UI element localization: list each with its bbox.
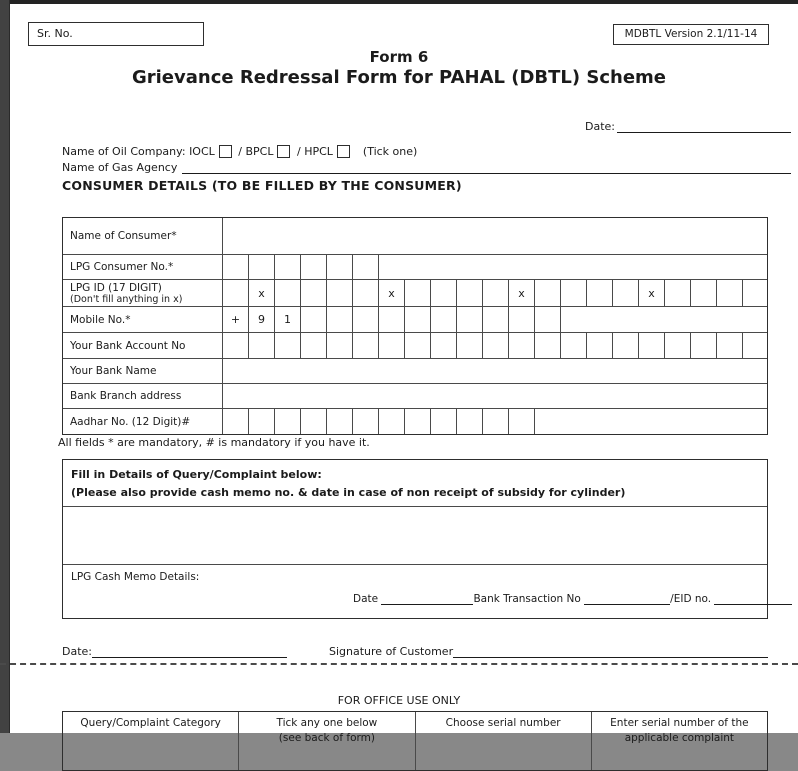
office-column-header-line: Enter serial number of the — [610, 717, 749, 729]
digit-cell[interactable] — [327, 409, 353, 434]
digit-cell[interactable] — [691, 333, 717, 358]
sr-no-label: Sr. No. — [37, 27, 73, 40]
input-cell[interactable] — [561, 307, 767, 332]
scan-edge-left — [0, 0, 10, 733]
digit-cell[interactable] — [301, 333, 327, 358]
digit-cell[interactable] — [379, 307, 405, 332]
version-label: MDBTL Version 2.1/11-14 — [624, 28, 758, 40]
digit-cell[interactable] — [431, 307, 457, 332]
digit-cell[interactable] — [717, 280, 743, 306]
memo-bank-txn-label: Bank Transaction No — [473, 593, 585, 605]
digit-cell[interactable] — [223, 255, 249, 279]
row-label — [63, 255, 223, 279]
input-cell[interactable] — [223, 384, 767, 408]
digit-cell[interactable] — [717, 333, 743, 358]
query-box-header — [63, 460, 767, 507]
digit-cell[interactable] — [535, 333, 561, 358]
mandatory-note: All fields * are mandatory, # is mandatory if you have it. — [58, 436, 370, 449]
digit-cell[interactable] — [457, 333, 483, 358]
digit-cell[interactable] — [509, 307, 535, 332]
memo-bank-txn-blank[interactable] — [584, 593, 670, 605]
query-subheading: (Please also provide cash memo no. & date in case of non receipt of subsidy for cylinder) — [71, 486, 626, 499]
digit-cell[interactable] — [327, 333, 353, 358]
memo-date-label: Date — [353, 593, 382, 605]
digit-cell[interactable] — [249, 409, 275, 434]
digit-cell[interactable] — [275, 280, 301, 306]
office-column-header-3 — [416, 712, 592, 770]
date-label: Date: — [585, 120, 615, 133]
x-marked-cell: x — [379, 280, 405, 306]
row-label — [63, 359, 223, 383]
row-label-text: Your Bank Name — [70, 365, 157, 377]
table-row — [63, 409, 767, 434]
signature-label: Signature of Customer — [329, 645, 454, 658]
row-label-text: Aadhar No. (12 Digit)# — [70, 415, 191, 428]
memo-eid-label: /EID no. — [670, 593, 715, 605]
digit-cell[interactable] — [353, 333, 379, 358]
option-hpcl-label: HPCL — [304, 145, 333, 158]
input-cell[interactable] — [379, 255, 767, 279]
iocl-checkbox[interactable] — [219, 145, 232, 158]
input-cell[interactable] — [223, 218, 767, 254]
sr-no-box[interactable] — [28, 22, 204, 46]
row-label-text: LPG ID (17 DIGIT) — [70, 281, 162, 294]
x-marked-cell: x — [509, 280, 535, 306]
digit-cell[interactable] — [223, 280, 249, 306]
digit-cell[interactable] — [353, 409, 379, 434]
digit-cell[interactable] — [457, 280, 483, 306]
row-cells — [223, 255, 767, 279]
digit-cell[interactable] — [483, 333, 509, 358]
digit-cell[interactable] — [431, 409, 457, 434]
row-label — [63, 280, 223, 306]
office-column-header-line: Query/Complaint Category — [80, 717, 221, 729]
office-column-header-1 — [63, 712, 239, 770]
digit-cell[interactable] — [535, 307, 561, 332]
digit-cell[interactable] — [327, 255, 353, 279]
bpcl-checkbox[interactable] — [277, 145, 290, 158]
digit-cell[interactable] — [587, 280, 613, 306]
digit-cell[interactable] — [691, 280, 717, 306]
prefilled-cell: + — [223, 307, 249, 332]
digit-cell[interactable] — [535, 280, 561, 306]
digit-cell[interactable] — [457, 409, 483, 434]
digit-cell[interactable] — [483, 409, 509, 434]
row-cells — [223, 307, 767, 332]
row-cells — [223, 384, 767, 408]
gas-agency-line — [62, 161, 791, 174]
signature-blank[interactable] — [453, 645, 768, 658]
memo-eid-blank[interactable] — [714, 593, 792, 605]
row-label-text: Bank Branch address — [70, 390, 182, 402]
digit-cell[interactable] — [249, 333, 275, 358]
row-label — [63, 218, 223, 254]
digit-cell[interactable] — [275, 255, 301, 279]
digit-cell[interactable] — [561, 333, 587, 358]
input-cell[interactable] — [535, 409, 767, 434]
date-field — [585, 120, 791, 133]
scan-edge-top — [0, 0, 798, 4]
table-row — [63, 218, 767, 255]
row-sublabel-text: (Don't fill anything in x) — [70, 293, 183, 305]
digit-cell[interactable] — [301, 255, 327, 279]
memo-date-blank[interactable] — [381, 593, 473, 605]
row-label — [63, 384, 223, 408]
row-label-text: Mobile No.* — [70, 313, 131, 326]
office-use-heading: FOR OFFICE USE ONLY — [337, 694, 461, 707]
office-use-table — [62, 711, 768, 771]
row-cells — [223, 359, 767, 383]
digit-cell[interactable] — [353, 280, 379, 306]
digit-cell[interactable] — [431, 333, 457, 358]
digit-cell[interactable] — [249, 255, 275, 279]
digit-cell[interactable] — [613, 280, 639, 306]
signature-row — [62, 645, 768, 658]
query-text-area[interactable] — [63, 507, 767, 564]
cash-memo-section — [63, 564, 767, 618]
cut-here-dashed-divider — [0, 663, 798, 665]
table-row — [63, 255, 767, 280]
tick-one-note: (Tick one) — [362, 145, 418, 158]
digit-cell[interactable] — [301, 307, 327, 332]
consumer-details-table — [62, 217, 768, 435]
digit-cell[interactable] — [483, 280, 509, 306]
digit-cell[interactable] — [405, 307, 431, 332]
digit-cell[interactable] — [223, 333, 249, 358]
table-row — [63, 307, 767, 333]
digit-cell[interactable] — [665, 333, 691, 358]
digit-cell[interactable] — [223, 409, 249, 434]
sig-date-label: Date: — [62, 645, 92, 658]
row-label-text: Your Bank Account No — [70, 339, 186, 352]
digit-cell[interactable] — [405, 333, 431, 358]
cash-memo-line — [353, 593, 792, 605]
query-heading: Fill in Details of Query/Complaint below: — [71, 468, 322, 481]
digit-cell[interactable] — [275, 333, 301, 358]
digit-cell[interactable] — [665, 280, 691, 306]
prefilled-cell: 1 — [275, 307, 301, 332]
row-label-text: LPG Consumer No.* — [70, 261, 174, 273]
oil-company-line — [62, 144, 417, 159]
separator: / — [293, 145, 305, 158]
office-column-header-line: Tick any one below — [276, 717, 378, 729]
cash-memo-label: LPG Cash Memo Details: — [71, 571, 200, 583]
row-label — [63, 333, 223, 358]
digit-cell[interactable] — [327, 307, 353, 332]
digit-cell[interactable] — [431, 280, 457, 306]
table-row — [63, 384, 767, 409]
digit-cell[interactable] — [743, 333, 769, 358]
table-row — [63, 280, 767, 307]
digit-cell[interactable] — [457, 307, 483, 332]
digit-cell[interactable] — [379, 409, 405, 434]
digit-cell[interactable] — [483, 307, 509, 332]
row-label — [63, 409, 223, 434]
option-bpcl-label: BPCL — [245, 145, 274, 158]
digit-cell[interactable] — [639, 333, 665, 358]
office-column-header-line: Choose serial number — [445, 717, 561, 729]
office-column-header-line: (see back of form) — [278, 732, 375, 744]
digit-cell[interactable] — [353, 255, 379, 279]
form-title: Grievance Redressal Form for PAHAL (DBTL) Scheme — [131, 67, 667, 88]
digit-cell[interactable] — [587, 333, 613, 358]
gas-agency-blank[interactable] — [182, 161, 791, 174]
x-marked-cell: x — [249, 280, 275, 306]
separator: / — [234, 145, 246, 158]
sig-date-blank[interactable] — [92, 645, 287, 658]
digit-cell[interactable] — [353, 307, 379, 332]
row-label — [63, 307, 223, 332]
row-label-text: Name of Consumer* — [70, 230, 177, 242]
digit-cell[interactable] — [301, 409, 327, 434]
digit-cell[interactable] — [301, 280, 327, 306]
digit-cell[interactable] — [509, 409, 535, 434]
digit-cell[interactable] — [613, 333, 639, 358]
table-row — [63, 359, 767, 384]
x-marked-cell: x — [639, 280, 665, 306]
consumer-details-heading: CONSUMER DETAILS (TO BE FILLED BY THE CONSUMER) — [62, 178, 462, 193]
office-column-header-2 — [239, 712, 415, 770]
digit-cell[interactable] — [379, 333, 405, 358]
digit-cell[interactable] — [405, 280, 431, 306]
digit-cell[interactable] — [275, 409, 301, 434]
office-column-header-4 — [592, 712, 767, 770]
oil-company-label: Name of Oil Company: — [62, 145, 190, 158]
row-cells — [223, 409, 767, 434]
row-cells — [223, 280, 769, 306]
digit-cell[interactable] — [561, 280, 587, 306]
digit-cell[interactable] — [405, 409, 431, 434]
gas-agency-label: Name of Gas Agency — [62, 161, 178, 174]
table-row — [63, 333, 767, 359]
prefilled-cell: 9 — [249, 307, 275, 332]
digit-cell[interactable] — [509, 333, 535, 358]
query-complaint-box — [62, 459, 768, 619]
input-cell[interactable] — [223, 359, 767, 383]
form-number-title: Form 6 — [369, 48, 429, 66]
digit-cell[interactable] — [743, 280, 769, 306]
date-blank[interactable] — [617, 120, 791, 133]
row-cells — [223, 218, 767, 254]
option-iocl-label: IOCL — [189, 145, 215, 158]
version-box — [613, 24, 769, 45]
hpcl-checkbox[interactable] — [337, 145, 350, 158]
digit-cell[interactable] — [327, 280, 353, 306]
office-column-header-line: applicable complaint — [624, 732, 735, 744]
row-cells — [223, 333, 769, 358]
